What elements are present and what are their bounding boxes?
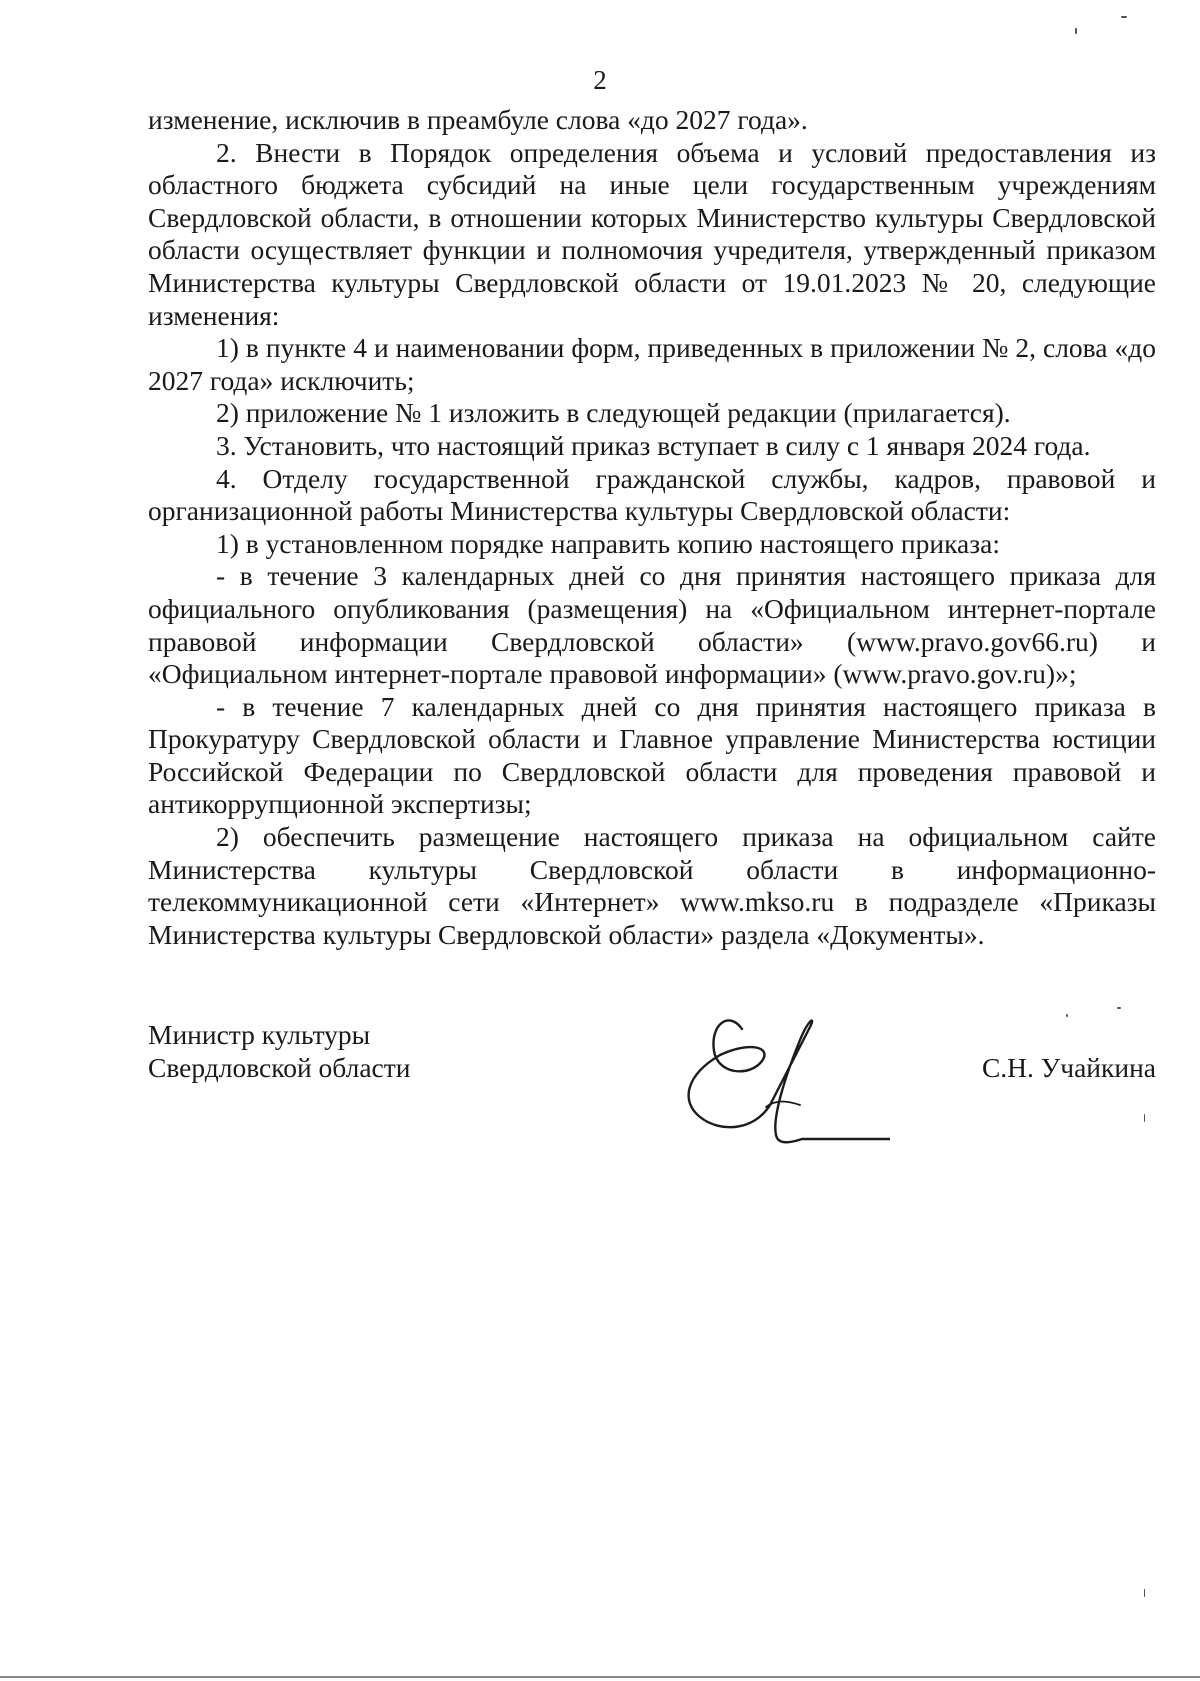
document-body — [148, 104, 1156, 951]
scan-speck — [1075, 28, 1077, 34]
paragraph-subitem-2-1: 1) в пункте 4 и наименовании форм, приведенных в приложении № 2, слова «до 2027 года» исключить; — [148, 332, 1156, 396]
paragraph-subitem-2-2: 2) приложение № 1 изложить в следующей редакции (прилагается). — [216, 397, 1011, 429]
paragraph-subitem-4-2: 2) обеспечить размещение настоящего приказа на официальном сайте Министерства культуры Свердловской области в информационно-телекоммуникационной сети «Интернет» www.mkso.ru в подразделе «Приказы Министерства культуры Свердловской области» раздела «Документы». — [148, 821, 1156, 950]
signatory-name: С.Н. Учайкина — [981, 1052, 1156, 1083]
position-line-1: Министр культуры — [148, 1019, 371, 1050]
scan-speck — [1117, 1007, 1121, 1009]
paragraph-continuation: изменение, исключив в преамбуле слова «до 2027 года». — [148, 104, 808, 135]
paragraph-subitem-4-1: 1) в установленном порядке направить копию настоящего приказа: — [216, 527, 1000, 559]
page-number: 2 — [593, 65, 607, 95]
scan-speck — [1144, 1114, 1145, 1122]
scan-speck — [1121, 16, 1127, 18]
paragraph-item-4: 4. Отделу государственной гражданской службы, кадров, правовой и организационной работы Министерства культуры Свердловской области: — [148, 462, 1156, 527]
scan-speck — [1144, 1589, 1145, 1597]
handwritten-signature — [680, 1005, 890, 1155]
paragraph-item-2: 2. Внести в Порядок определения объема и условий предоставления из областного бюджета субсидий на иные цели государственным учреждениям Свердловской области, в отношении которых Министерство культуры Свердловской области осуществляет функции и полномочия учредителя, утвержденный приказом Министерства культуры Свердловской области от 19.01.2023 № 20, следующие изменения: — [148, 136, 1156, 331]
signatory-position — [148, 1019, 411, 1084]
paragraph-item-3: 3. Установить, что настоящий приказ вступает в силу с 1 января 2024 года. — [216, 429, 1091, 461]
position-line-2: Свердловской области — [148, 1051, 411, 1083]
paragraph-dash-prosecution: - в течение 7 календарных дней со дня принятия настоящего приказа в Прокуратуру Свердловской области и Главное управление Министерства юстиции Российской Федерации по Свердловской области для проведения правовой и антикоррупционной экспертизы; — [148, 690, 1156, 820]
scan-speck — [1066, 1014, 1068, 1017]
paragraph-dash-publication: - в течение 3 календарных дней со дня принятия настоящего приказа для официального опубликования (размещения) на «Официальном интернет-портале правовой информации Свердловской области» (www.pravo.gov66.ru) и «Официальном интернет-портале правовой информации» (www.pravo.gov.ru)»; — [148, 560, 1156, 690]
scan-bottom-edge — [0, 1676, 1200, 1678]
